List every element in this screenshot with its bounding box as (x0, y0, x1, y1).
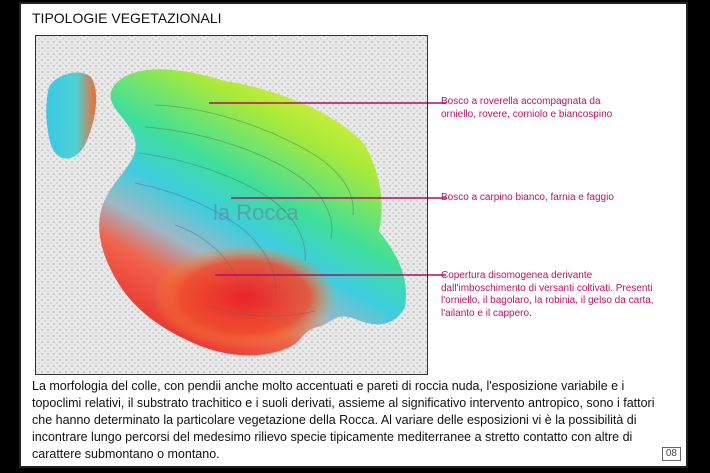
red-zone (153, 245, 337, 349)
vegetation-map (35, 35, 428, 375)
description-paragraph: La morfologia del colle, con pendii anche molto accentuati e pareti di roccia nuda, l'esposizione variabile e i topoclimi relativi, il substrato trachitico e i suoli derivati, assieme al significativo intervento antropico, sono i fattori che hanno determinato la particolare vegetazione della Rocca. Al variare delle esposizioni vi è la possibilità di incontrare lungo percorsi del medesimo rilievo specie tipicamente mediterranee a stretto contatto con altre di carattere submontano o montano. (32, 379, 655, 461)
legend-oak-forest: Bosco a roverella accompagnata da orniello, rovere, corniolo e biancospino (441, 96, 613, 120)
map-label: la Rocca (213, 200, 299, 225)
slide-title: TIPOLOGIE VEGETAZIONALI (32, 10, 222, 26)
legend-mixed-cover: Copertura disomogenea derivante dall'imboschimento di versanti coltivati. Presenti l'orniello, il bagolaro, la robinia, il gelso da carta, l'ailanto e il cappero. (441, 270, 654, 319)
page-number: 08 (662, 447, 681, 461)
legend-hornbeam-forest: Bosco a carpino bianco, farnia e faggio (441, 192, 614, 203)
slide (19, 2, 688, 468)
